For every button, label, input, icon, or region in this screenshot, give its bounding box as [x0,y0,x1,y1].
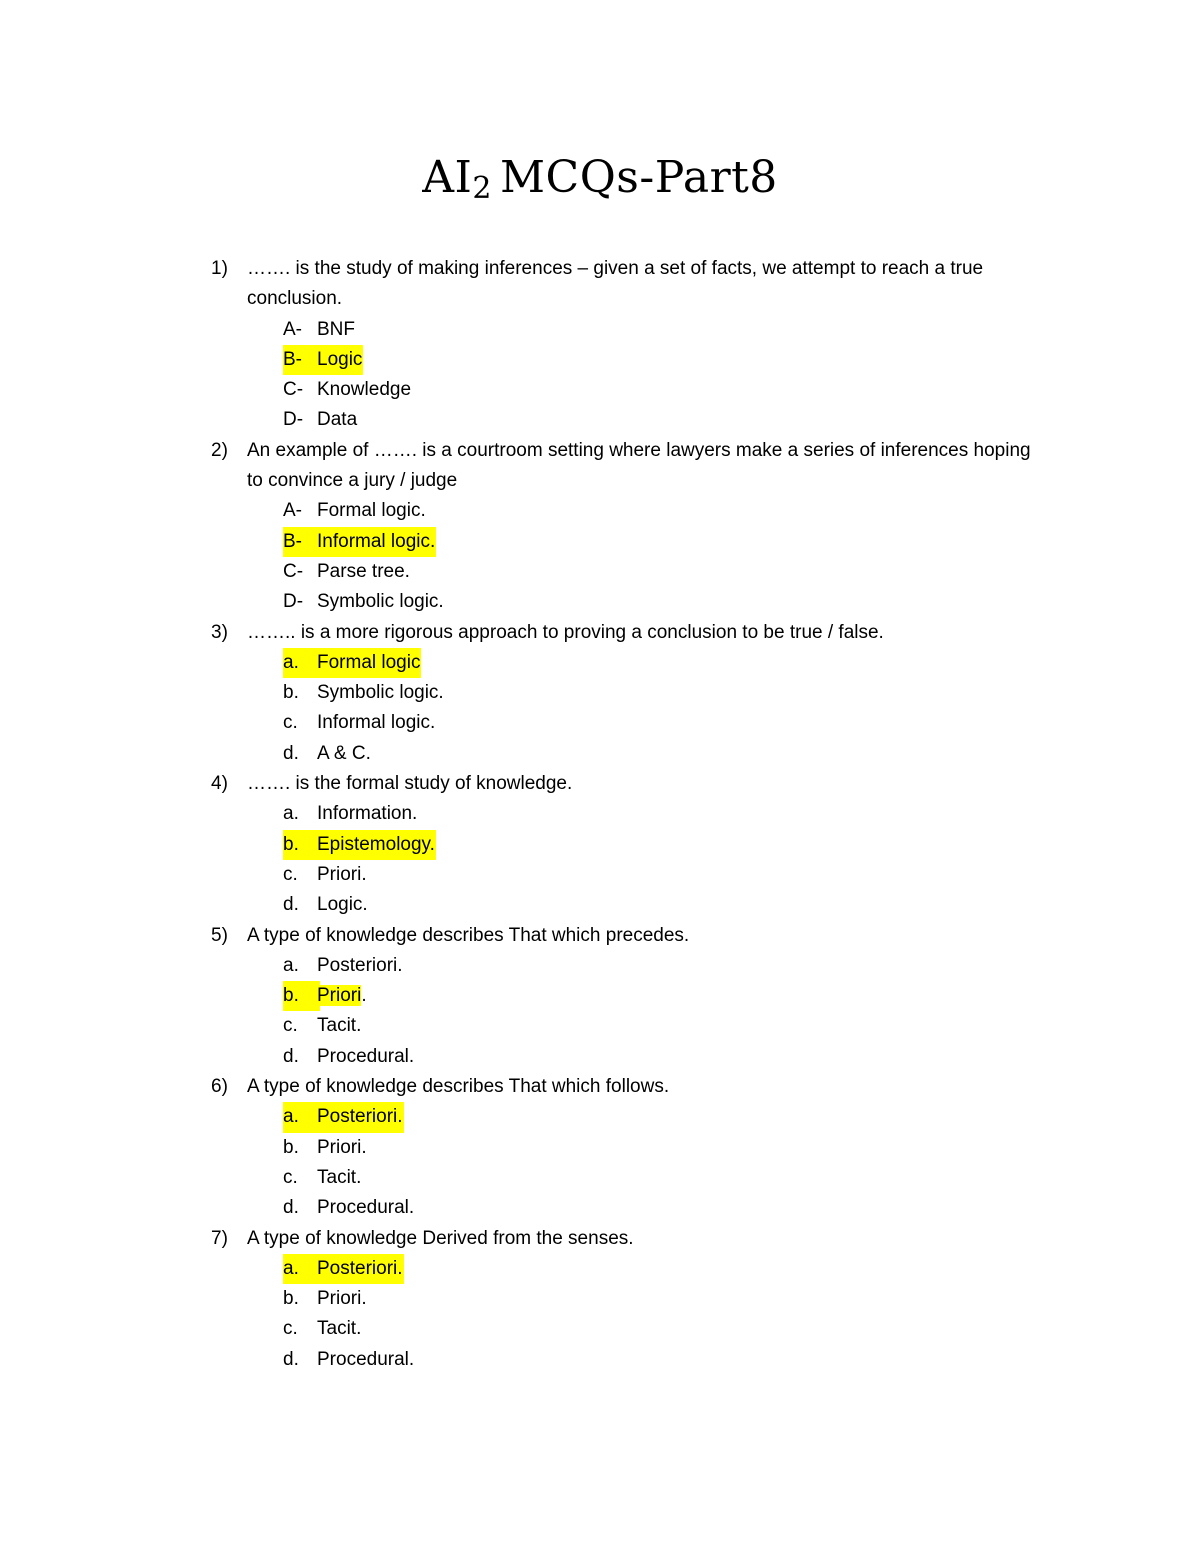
option-label: B- [283,527,323,557]
option-text-main: Data [317,409,358,431]
answer-option-correct [0,830,1200,860]
option-text [317,648,421,678]
option-text [317,1314,361,1344]
question-line-continued [0,284,1200,314]
question-text: ……. is the study of making inferences – given a set of facts, we attempt to reach a true [247,258,984,279]
option-text [317,496,426,526]
option-label: B- [283,345,323,375]
question-text-continued: conclusion. [247,288,343,310]
option-label: D- [283,591,304,613]
option-label: b. [283,981,320,1011]
option-text-main: Priori. [317,1288,367,1310]
option-text [317,587,444,617]
page-title [0,148,1200,219]
option-text-main: Tacit. [317,1318,362,1340]
answer-option-correct [0,648,1200,678]
answer-option [0,1284,1200,1314]
answer-option [0,799,1200,829]
option-label: b. [283,1288,299,1310]
answer-option [0,1314,1200,1344]
question-line [0,769,1200,799]
answer-option [0,496,1200,526]
question-text: A type of knowledge describes That which precedes. [247,924,690,946]
answer-option [0,1011,1200,1041]
option-label: d. [283,1348,299,1370]
title-main: AI [422,152,473,203]
question-text: A type of knowledge describes That which follows. [247,1076,670,1098]
option-text-main: Posteriori. [317,1106,403,1128]
option-label: b. [283,830,320,860]
option-label: b. [283,682,299,704]
option-text-main: Informal logic. [317,530,436,552]
option-text-main: Logic [317,348,363,370]
answer-option [0,739,1200,769]
option-text [317,1133,367,1163]
option-text-main: BNF [317,318,355,340]
option-text-main: Posteriori. [317,954,403,976]
option-label: d. [283,1197,299,1219]
question-line [0,618,1200,648]
option-text [317,1193,414,1223]
question-line [0,254,1200,284]
option-label: c. [283,1015,298,1037]
answer-option-correct [0,981,1200,1011]
option-label: b. [283,1136,299,1158]
option-label: A- [283,500,302,522]
option-label: c. [283,863,298,885]
option-label: a. [283,954,299,976]
title-rest: MCQs-Part8 [499,152,778,203]
answer-option-correct [0,345,1200,375]
option-label: C- [283,379,304,401]
answer-option-correct [0,1254,1200,1284]
option-text [317,981,367,1011]
option-text [317,315,355,345]
option-text-main: A & C. [317,742,371,764]
question-number: 4) [211,773,228,795]
answer-option [0,557,1200,587]
question-text: ……. is the formal study of knowledge. [247,773,573,795]
option-text-main: Priori. [317,1136,367,1158]
option-label: D- [283,409,304,431]
answer-option [0,315,1200,345]
option-text [317,557,410,587]
option-text [317,860,367,890]
option-label: c. [283,1318,298,1340]
question-line [0,921,1200,951]
option-text [317,739,371,769]
option-text-main: Information. [317,803,418,825]
answer-option [0,1133,1200,1163]
option-text [317,1042,414,1072]
option-text [317,375,411,405]
option-text-main: Priori. [317,863,367,885]
option-text [317,951,403,981]
answer-option [0,587,1200,617]
question-line [0,1224,1200,1254]
answer-option [0,1042,1200,1072]
question-line-continued [0,466,1200,496]
option-text-main: Tacit. [317,1166,362,1188]
option-text [317,405,357,435]
option-text-main: Epistemology. [317,833,435,855]
answer-option [0,375,1200,405]
option-text [317,1345,414,1375]
option-text-main: Knowledge [317,379,412,401]
question-number: 7) [211,1227,228,1249]
option-text-main: Formal logic. [317,500,426,522]
question-text: An example of ……. is a courtroom setting where lawyers make a series of inferences hoping [247,439,1031,461]
option-text [317,527,436,557]
option-text [317,678,444,708]
question-number: 1) [211,258,228,279]
answer-option [0,1163,1200,1193]
option-label: d. [283,1045,299,1067]
option-label: a. [283,803,299,825]
option-text-main: Parse tree. [317,560,410,582]
answer-option [0,860,1200,890]
option-text-main: Priori [317,985,362,1007]
answer-option [0,405,1200,435]
option-text-main: Procedural. [317,1045,415,1067]
answer-option-correct [0,1102,1200,1132]
title-subscript: 2 [472,171,492,206]
option-label: d. [283,894,299,916]
question-text-continued: to convince a jury / judge [247,470,458,492]
option-label: a. [283,648,320,678]
answer-option [0,1345,1200,1375]
option-label: d. [283,742,299,764]
option-text [317,890,368,920]
option-label: a. [283,1102,320,1132]
question-number: 2) [211,439,228,461]
question-text: A type of knowledge Derived from the senses. [247,1227,634,1249]
option-text-main: Logic. [317,894,368,916]
option-label: c. [283,712,298,734]
option-label: a. [283,1254,320,1284]
answer-option-correct [0,527,1200,557]
question-text: …….. is a more rigorous approach to proving a conclusion to be true / false. [247,621,884,643]
option-text [317,1011,361,1041]
answer-option [0,708,1200,738]
option-text [317,1102,404,1132]
answer-option [0,678,1200,708]
answer-option [0,1193,1200,1223]
option-text [317,1163,361,1193]
option-text-main: Formal logic [317,651,421,673]
option-label: C- [283,560,304,582]
question-line [0,436,1200,466]
question-list [0,254,1200,1375]
option-text [317,708,435,738]
option-text-main: Symbolic logic. [317,682,444,704]
answer-option [0,951,1200,981]
option-label: A- [283,318,302,340]
option-text-main: Procedural. [317,1197,415,1219]
option-text [317,830,436,860]
option-label: c. [283,1166,298,1188]
answer-option [0,890,1200,920]
option-text [317,1254,404,1284]
option-text-main: Tacit. [317,1015,362,1037]
option-text-main: Procedural. [317,1348,415,1370]
question-line [0,1072,1200,1102]
option-text [317,1284,367,1314]
option-text [317,345,363,375]
question-number: 5) [211,924,228,946]
question-number: 3) [211,621,228,643]
option-text-suffix: . [361,985,367,1007]
option-text-main: Symbolic logic. [317,591,444,613]
option-text-main: Informal logic. [317,712,436,734]
option-text [317,799,417,829]
option-text-main: Posteriori. [317,1257,403,1279]
question-number: 6) [211,1076,228,1098]
